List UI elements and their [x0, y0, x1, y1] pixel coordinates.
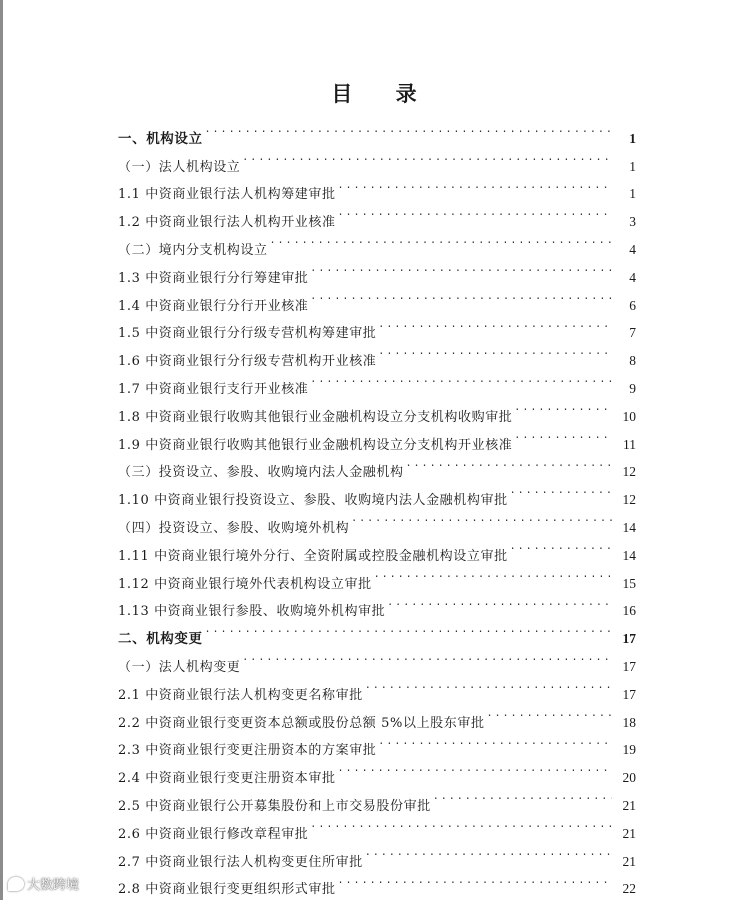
toc-entry-page-number: 3: [629, 214, 636, 230]
toc-entry-label: 1.10 中资商业银行投资设立、参股、收购境内法人金融机构审批: [118, 493, 508, 509]
toc-entry-page-number: 6: [629, 297, 636, 313]
toc-leader-dots: [511, 476, 612, 504]
toc-leader-dots: [339, 754, 612, 782]
toc-entry-label: 2.4 中资商业银行变更注册资本审批: [118, 771, 336, 787]
toc-leader-dots: [243, 643, 612, 671]
toc-entry-page-number: 4: [629, 241, 636, 257]
toc-entry-page-number: 18: [622, 714, 636, 730]
toc-entry-label: 1.8 中资商业银行收购其他银行业金融机构设立分支机构收购审批: [118, 409, 513, 425]
toc-leader-dots: [243, 143, 612, 171]
toc-leader-dots: [206, 115, 612, 143]
toc-entry-page-number: 1: [629, 186, 636, 202]
table-of-contents: [118, 115, 636, 898]
toc-entry-label: 1.2 中资商业银行法人机构开业核准: [118, 215, 336, 231]
toc-entry-page-number: 22: [622, 881, 636, 897]
toc-entry-label: 2.1 中资商业银行法人机构变更名称审批: [118, 687, 363, 703]
toc-leader-dots: [434, 782, 612, 810]
toc-leader-dots: [379, 310, 612, 338]
toc-leader-dots: [515, 393, 612, 421]
toc-leader-dots: [407, 449, 612, 477]
toc-entry-label: 2.2 中资商业银行变更资本总额或股份总额 5%以上股东审批: [118, 715, 485, 731]
watermark-logo-icon: [8, 877, 24, 891]
page-title: 目 录: [331, 81, 435, 106]
toc-leader-dots: [366, 838, 612, 866]
toc-entry-page-number: 17: [622, 658, 636, 674]
toc-leader-dots: [339, 171, 612, 199]
toc-leader-dots: [375, 560, 612, 588]
toc-entry[interactable]: [118, 115, 636, 147]
toc-entry-page-number: 16: [622, 603, 636, 619]
toc-entry-page-number: 21: [622, 853, 636, 869]
toc-entry-label: （二）境内分支机构设立: [118, 242, 268, 258]
toc-entry-label: 2.6 中资商业银行修改章程审批: [118, 826, 309, 842]
toc-leader-dots: [488, 699, 612, 727]
toc-entry-page-number: 19: [622, 742, 636, 758]
toc-entry-page-number: 17: [622, 686, 636, 702]
toc-entry-label: 1.5 中资商业银行分行级专营机构筹建审批: [118, 326, 377, 342]
toc-entry-page-number: 15: [622, 575, 636, 591]
toc-leader-dots: [311, 282, 612, 310]
toc-entry-page-number: 4: [629, 269, 636, 285]
toc-entry-label: 1.7 中资商业银行支行开业核准: [118, 381, 309, 397]
toc-entry-label: 1.1 中资商业银行法人机构筹建审批: [118, 187, 336, 203]
toc-leader-dots: [379, 337, 612, 365]
toc-entry-page-number: 21: [622, 797, 636, 813]
toc-leader-dots: [271, 226, 612, 254]
toc-entry-label: 2.3 中资商业银行变更注册资本的方案审批: [118, 743, 377, 759]
toc-leader-dots: [352, 504, 612, 532]
watermark: [8, 874, 79, 893]
toc-leader-dots: [339, 866, 612, 894]
toc-leader-dots: [379, 727, 612, 755]
toc-entry-label: （一）法人机构设立: [118, 159, 241, 175]
toc-leader-dots: [388, 588, 612, 616]
toc-entry-page-number: 12: [622, 464, 636, 480]
toc-entry-page-number: 12: [622, 492, 636, 508]
toc-entry-page-number: 11: [623, 436, 636, 452]
toc-entry-page-number: 21: [622, 825, 636, 841]
toc-leader-dots: [311, 810, 612, 838]
toc-entry-label: （三）投资设立、参股、收购境内法人金融机构: [118, 465, 404, 481]
toc-entry-label: 1.13 中资商业银行参股、收购境外机构审批: [118, 604, 386, 620]
toc-entry-page-number: 8: [629, 353, 636, 369]
toc-entry-label: 一、机构设立: [118, 130, 203, 147]
toc-entry-label: 1.9 中资商业银行收购其他银行业金融机构设立分支机构开业核准: [118, 437, 513, 453]
toc-leader-dots: [311, 365, 612, 393]
toc-leader-dots: [311, 254, 612, 282]
toc-entry-label: 2.8 中资商业银行变更组织形式审批: [118, 882, 336, 898]
toc-entry-page-number: 17: [622, 631, 636, 647]
watermark-text: 大数跨境: [27, 878, 80, 893]
toc-entry-page-number: 20: [622, 770, 636, 786]
toc-entry-page-number: 7: [629, 325, 636, 341]
toc-entry-label: 1.6 中资商业银行分行级专营机构开业核准: [118, 354, 377, 370]
toc-entry-label: （四）投资设立、参股、收购境外机构: [118, 520, 350, 536]
toc-entry-label: 1.3 中资商业银行分行筹建审批: [118, 270, 309, 286]
toc-entry-label: 1.12 中资商业银行境外代表机构设立审批: [118, 576, 372, 592]
toc-entry-page-number: 1: [629, 130, 636, 146]
toc-entry-label: 2.5 中资商业银行公开募集股份和上市交易股份审批: [118, 798, 431, 814]
toc-entry-label: 1.4 中资商业银行分行开业核准: [118, 298, 309, 314]
toc-entry-page-number: 9: [629, 380, 636, 396]
toc-leader-dots: [511, 532, 612, 560]
toc-entry-page-number: 14: [622, 519, 636, 535]
toc-leader-dots: [515, 421, 612, 449]
toc-leader-dots: [339, 198, 612, 226]
toc-entry-label: （一）法人机构变更: [118, 659, 241, 675]
toc-entry-label: 2.7 中资商业银行法人机构变更住所审批: [118, 854, 363, 870]
toc-entry-page-number: 1: [629, 158, 636, 174]
toc-entry-label: 1.11 中资商业银行境外分行、全资附属或控股金融机构设立审批: [118, 548, 508, 564]
toc-leader-dots: [366, 671, 612, 699]
toc-entry-page-number: 14: [622, 547, 636, 563]
toc-entry-page-number: 10: [622, 408, 636, 424]
toc-entry-label: 二、机构变更: [118, 631, 203, 648]
toc-leader-dots: [206, 615, 612, 643]
page-left-edge: [0, 0, 3, 900]
